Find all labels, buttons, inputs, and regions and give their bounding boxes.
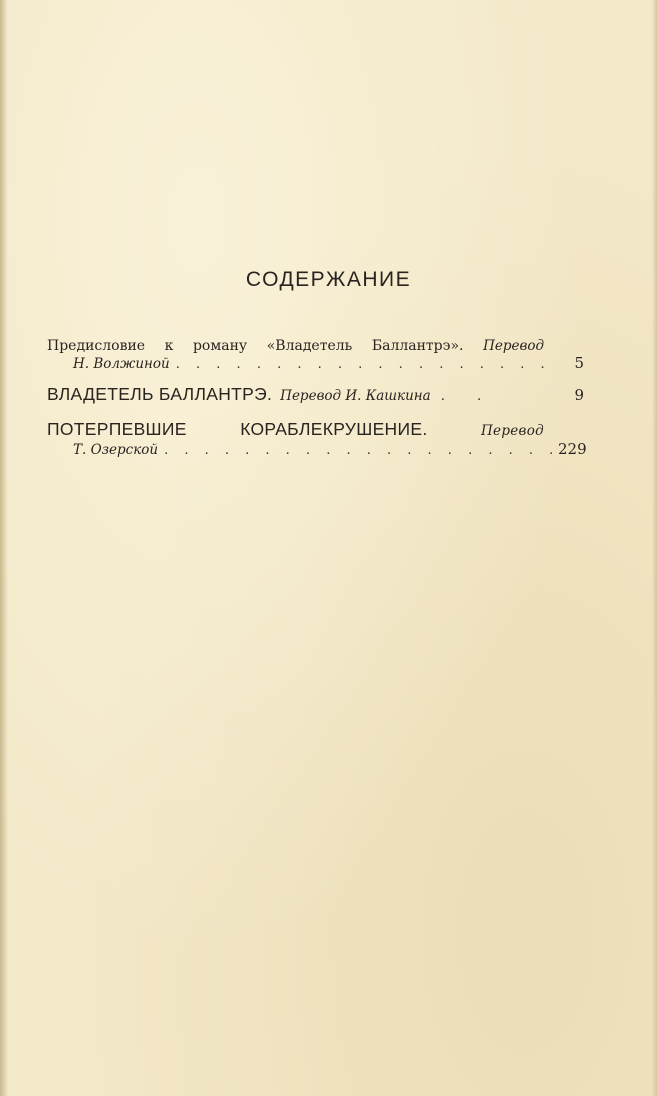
toc-entry-line: [47, 338, 544, 354]
toc-entry-line: [47, 419, 544, 440]
toc-word: КОРАБЛЕКРУШЕНИЕ.: [240, 419, 428, 439]
toc-leader-dots: [164, 443, 552, 458]
toc-word: «Владетель: [266, 338, 353, 354]
toc-word: ПОТЕРПЕВШИЕ: [47, 419, 187, 439]
toc-entry-line: [47, 384, 584, 405]
toc-word: к: [164, 338, 174, 354]
toc-page-number: 5: [574, 354, 584, 372]
toc-word: роману: [192, 338, 248, 354]
toc-translator: Перевод И. Кашкина: [280, 388, 431, 404]
toc-leader-dots: [176, 357, 552, 372]
toc-page-number: 229: [558, 440, 587, 458]
toc-entry-preface: [47, 338, 584, 372]
toc-entry-master-of-ballantrae: [47, 384, 584, 405]
table-of-contents: [47, 338, 587, 458]
toc-word: Предисловие: [47, 338, 146, 354]
toc-word-translator-label: Перевод: [480, 423, 544, 439]
toc-work-title: ВЛАДЕТЕЛЬ БАЛЛАНТРЭ.: [47, 384, 273, 404]
toc-leader-dots: . .: [440, 389, 496, 404]
toc-word-translator-label: Перевод: [483, 338, 544, 354]
toc-page-number: 9: [574, 386, 584, 404]
toc-entry-line: [47, 440, 587, 458]
page-edge-right: [652, 0, 657, 1096]
toc-word: Баллантрэ».: [371, 338, 464, 354]
toc-entry-wrecker: [47, 419, 587, 458]
page-title: СОДЕРЖАНИЕ: [245, 268, 412, 291]
toc-translator-name: Т. Озерской: [73, 442, 159, 458]
toc-entry-line: [47, 354, 584, 372]
page-edge-left: [0, 0, 8, 1096]
toc-translator-name: Н. Волжиной: [73, 356, 170, 372]
